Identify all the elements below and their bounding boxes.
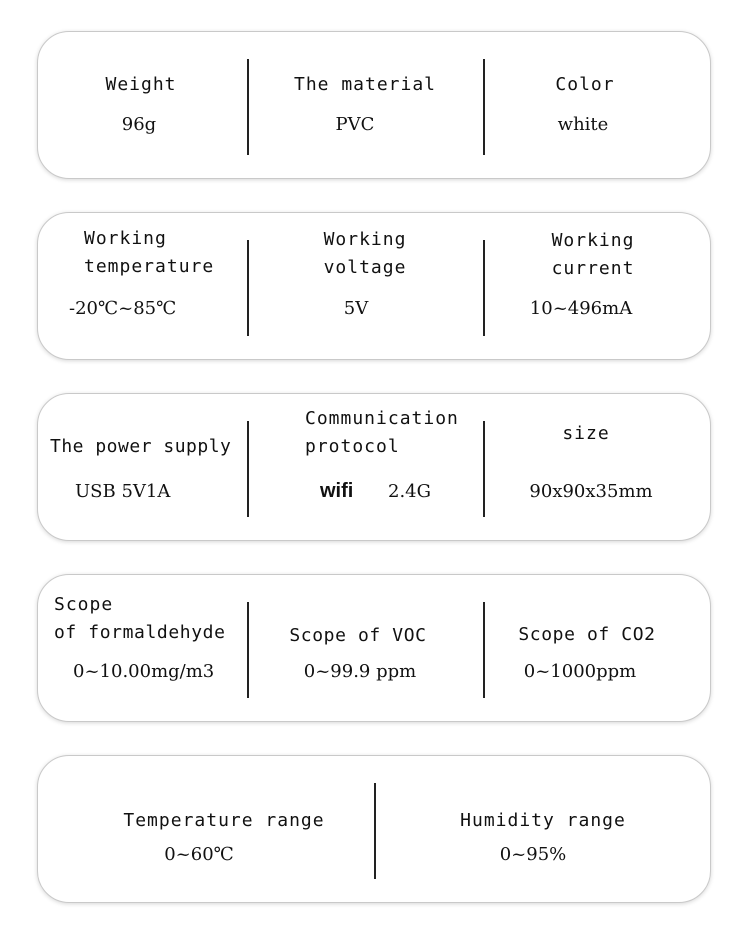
- column-divider: [247, 421, 249, 517]
- working-voltage-value: 5V: [343, 298, 369, 319]
- working-temperature-value: -20℃~85℃: [69, 298, 177, 319]
- spec-card-sensing: [37, 574, 711, 722]
- wifi-value: wifi: [320, 480, 354, 502]
- power-supply-value: USB 5V1A: [75, 481, 171, 502]
- voc-scope-value: 0~99.9 ppm: [303, 661, 417, 682]
- column-divider: [483, 240, 485, 336]
- size-label: size: [562, 423, 610, 444]
- voc-scope-label: Scope of VOC: [289, 625, 427, 646]
- formaldehyde-scope-value: 0~10.00mg/m3: [73, 661, 215, 682]
- color-value: white: [557, 114, 609, 135]
- humidity-range-label: Humidity range: [460, 810, 626, 831]
- material-label: The material: [293, 74, 437, 95]
- working-current-label: current: [551, 258, 635, 279]
- column-divider: [374, 783, 376, 879]
- working-voltage-label: Working: [323, 229, 407, 250]
- working-current-label: Working: [551, 230, 635, 251]
- column-divider: [247, 240, 249, 336]
- formaldehyde-scope-label: of formaldehyde: [54, 622, 226, 643]
- column-divider: [483, 602, 485, 698]
- size-value: 90x90x35mm: [529, 481, 653, 502]
- column-divider: [483, 421, 485, 517]
- spec-card-basic: [37, 31, 711, 179]
- weight-value: 96g: [121, 114, 157, 135]
- communication-protocol-label: Communication: [305, 408, 459, 429]
- weight-label: Weight: [105, 74, 177, 95]
- color-label: Color: [555, 74, 615, 95]
- column-divider: [483, 59, 485, 155]
- communication-protocol-label: protocol: [305, 436, 400, 457]
- working-temperature-label: Working: [84, 228, 167, 249]
- power-supply-label: The power supply: [50, 436, 232, 457]
- working-current-value: 10~496mA: [529, 298, 633, 319]
- working-temperature-label: temperature: [84, 256, 215, 277]
- column-divider: [247, 602, 249, 698]
- wifi-frequency-value: 2.4G: [388, 481, 432, 502]
- working-voltage-label: voltage: [323, 257, 407, 278]
- co2-scope-value: 0~1000ppm: [523, 661, 637, 682]
- humidity-range-value: 0~95%: [499, 844, 567, 865]
- material-value: PVC: [335, 114, 375, 135]
- formaldehyde-scope-label: Scope: [54, 594, 114, 615]
- column-divider: [247, 59, 249, 155]
- co2-scope-label: Scope of CO2: [518, 624, 656, 645]
- temperature-range-value: 0~60℃: [164, 844, 234, 865]
- temperature-range-label: Temperature range: [123, 810, 325, 831]
